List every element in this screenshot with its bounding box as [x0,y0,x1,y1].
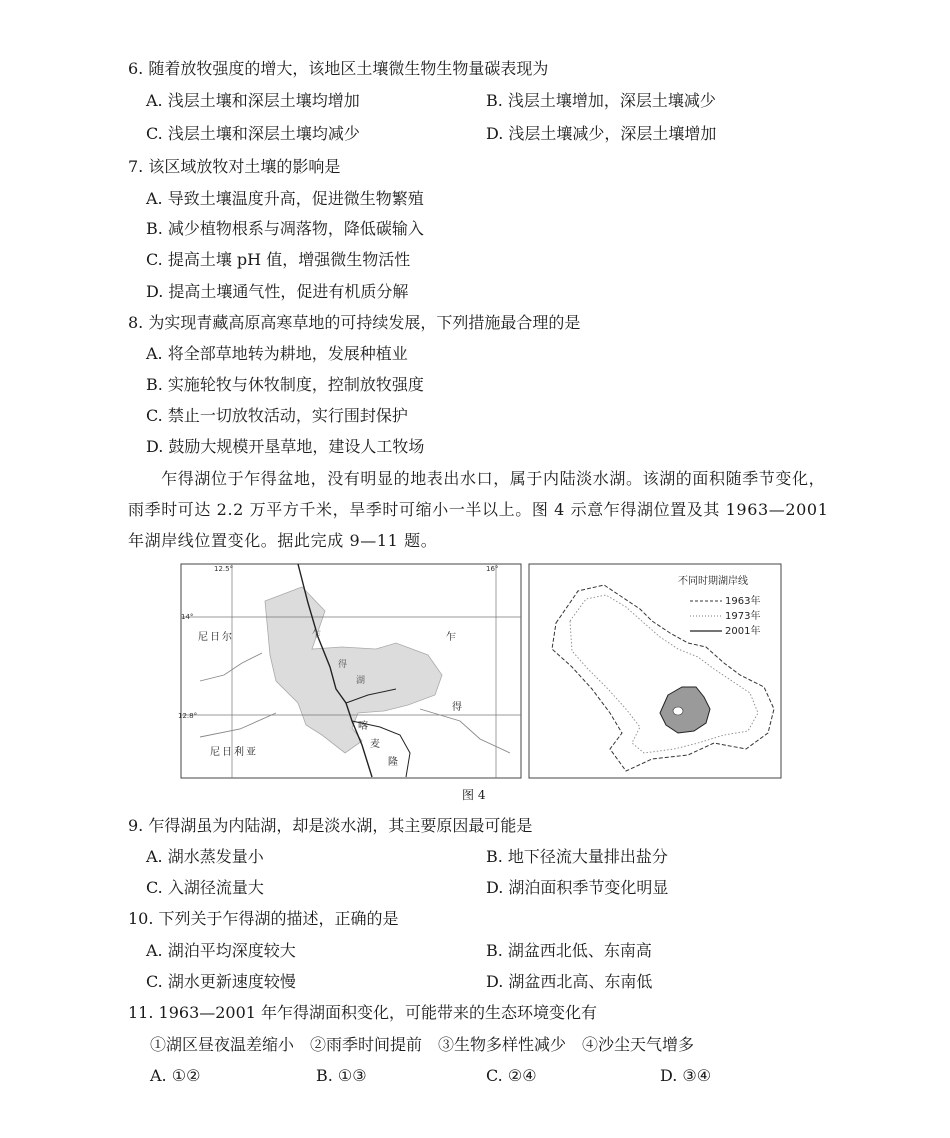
q7-option-d: D. 提高土壤通气性，促进有机质分解 [146,282,409,301]
q10-option-d: D. 湖盆西北高、东南低 [486,972,653,991]
q11-stem: 11. 1963—2001 年乍得湖面积变化，可能带来的生态环境变化有 [128,1003,598,1022]
q10-option-a: A. 湖泊平均深度较大 [146,941,296,960]
q11-statements: ①湖区昼夜温差缩小 ②雨季时间提前 ③生物多样性减少 ④沙尘天气增多 [150,1035,695,1054]
lon-label-right: 16° [486,565,499,573]
lake-label-3: 湖 [356,676,366,686]
q9-option-c: C. 入湖径流量大 [146,878,264,897]
country-chad-1: 乍 [446,632,456,643]
q9-option-a: A. 湖水蒸发量小 [146,847,264,866]
q9-stem: 9. 乍得湖虽为内陆湖，却是淡水湖，其主要原因最可能是 [128,816,533,835]
q8-option-a: A. 将全部草地转为耕地，发展种植业 [146,344,408,363]
q11-option-b: B. ①③ [316,1066,367,1085]
legend-1973: 1973年 [725,611,761,622]
country-niger: 尼日尔 [198,632,234,643]
q10-option-c: C. 湖水更新速度较慢 [146,972,296,991]
country-cameroon-2: 麦 [370,739,380,750]
q7-option-b: B. 减少植物根系与凋落物，降低碳输入 [146,219,424,238]
q11-option-d: D. ③④ [660,1066,712,1085]
legend-2001: 2001年 [725,626,761,637]
q7-stem: 7. 该区域放牧对土壤的影响是 [128,157,341,176]
q11-option-c: C. ②④ [486,1066,537,1085]
figure-right-map [528,563,782,779]
q8-option-b: B. 实施轮牧与休牧制度，控制放牧强度 [146,375,424,394]
passage-line-2: 雨季时可达 2.2 万平方千米，旱季时可缩小一半以上。图 4 示意乍得湖位置及其 1963—2001 [128,500,829,519]
country-cameroon-1: 喀 [358,721,368,732]
passage-line-1: 乍得湖位于乍得盆地，没有明显的地表出水口，属于内陆淡水湖。该湖的面积随季节变化， [128,469,826,488]
passage [128,463,828,556]
q9-option-b: B. 地下径流大量排出盐分 [486,847,668,866]
q8-option-c: C. 禁止一切放牧活动，实行围封保护 [146,406,408,425]
q8-stem: 8. 为实现青藏高原高寒草地的可持续发展，下列措施最合理的是 [128,313,581,332]
q7-option-c: C. 提高土壤 pH 值，增强微生物活性 [146,250,411,269]
q6-option-c: C. 浅层土壤和深层土壤均减少 [146,124,360,143]
country-chad-2: 得 [452,702,462,713]
q7-option-a: A. 导致土壤温度升高，促进微生物繁殖 [146,189,424,208]
q6-option-b: B. 浅层土壤增加，深层土壤减少 [486,91,716,110]
lake-label-2: 得 [338,660,348,670]
lon-label-left: 12.5° [214,565,234,573]
q6-option-d: D. 浅层土壤减少，深层土壤增加 [486,124,717,143]
q6-option-a: A. 浅层土壤和深层土壤均增加 [146,91,360,110]
q6-stem: 6. 随着放牧强度的增大，该地区土壤微生物生物量碳表现为 [128,59,549,78]
figure-caption: 图 4 [462,788,486,802]
legend-title: 不同时期湖岸线 [678,576,748,587]
country-nigeria: 尼日利亚 [210,747,258,758]
q8-option-d: D. 鼓励大规模开垦草地，建设人工牧场 [146,437,425,456]
lat-label-top: 14° [181,613,194,621]
legend-1963: 1963年 [725,596,761,607]
country-cameroon-3: 隆 [388,757,398,768]
figure-left-map [180,563,522,779]
q10-option-b: B. 湖盆西北低、东南高 [486,941,652,960]
q11-option-a: A. ①② [150,1066,201,1085]
q9-option-d: D. 湖泊面积季节变化明显 [486,878,669,897]
lake-label-1: 乍 [312,630,322,640]
q10-stem: 10. 下列关于乍得湖的描述，正确的是 [128,909,399,928]
passage-line-3: 年湖岸线位置变化。据此完成 9—11 题。 [128,531,438,550]
lat-label-bottom: 12.8° [178,712,198,720]
